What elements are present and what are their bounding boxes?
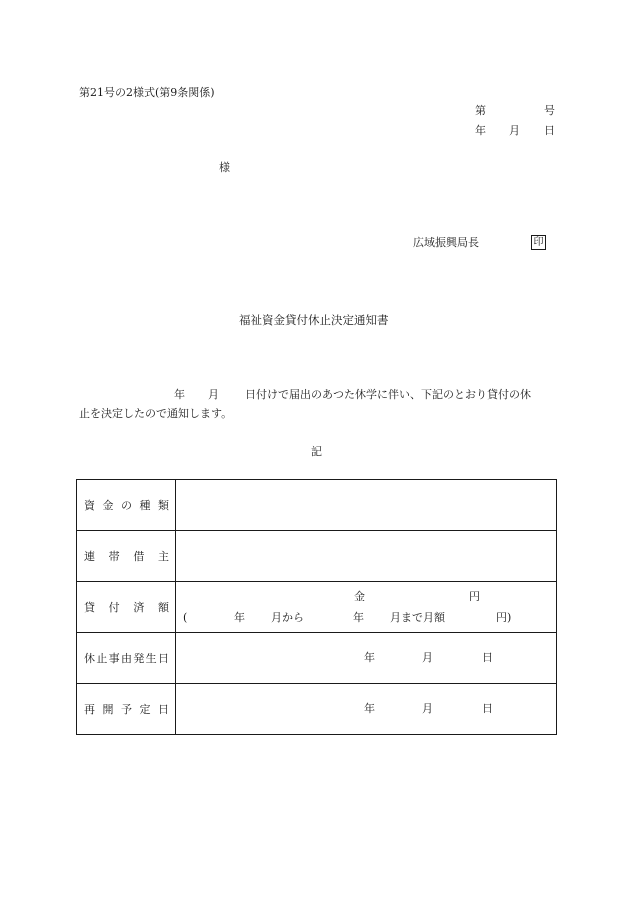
label-cell: [77, 582, 176, 633]
number-go: 号: [544, 104, 555, 117]
resume-year: 年: [364, 702, 375, 715]
table-row: [77, 582, 557, 633]
label-joint-borrower: 連 帯 借 主: [84, 550, 169, 563]
document-title: 福祉資金貸付休止決定通知書: [239, 313, 389, 327]
label-suspension-date: 休 止 事 由 発 生 日: [84, 652, 169, 665]
resume-day: 日: [482, 702, 493, 715]
table-row: [77, 480, 557, 531]
body-year: 年: [174, 388, 185, 401]
amount-year-from: 年: [234, 611, 245, 624]
table-row: [77, 633, 557, 684]
amount-en: 円: [469, 590, 480, 603]
susp-year: 年: [364, 651, 375, 664]
body-text-1: 日付けで届出のあつた休学に伴い、下記のとおり貸付の休: [245, 388, 531, 401]
date-month: 月: [509, 124, 520, 137]
number-dai: 第: [475, 104, 486, 117]
joint-borrower-value: [176, 531, 557, 582]
table-row: [77, 531, 557, 582]
amount-year-to: 年: [353, 611, 364, 624]
loaned-amount-value: [176, 582, 557, 633]
amount-en-close: 円): [496, 611, 512, 624]
issuer: 広域振興局長: [413, 236, 479, 249]
label-resume-date: 再 開 予 定 日: [84, 703, 169, 716]
date-year: 年: [475, 124, 486, 137]
body-month: 月: [208, 388, 219, 401]
label-loaned-amount: 貸 付 済 額: [84, 601, 169, 614]
label-cell: [77, 531, 176, 582]
label-cell: [77, 633, 176, 684]
label-fund-type: 資 金 の 種 類: [84, 499, 169, 512]
table-row: [77, 684, 557, 735]
suspension-date-value: [176, 633, 557, 684]
details-table: [76, 479, 557, 735]
susp-month: 月: [422, 651, 433, 664]
susp-day: 日: [482, 651, 493, 664]
addressee-suffix: 様: [219, 161, 230, 174]
label-cell: [77, 684, 176, 735]
label-cell: [77, 480, 176, 531]
amount-kin: 金: [354, 590, 365, 603]
resume-date-value: [176, 684, 557, 735]
fund-type-value: [176, 480, 557, 531]
form-id: 第21号の2様式(第9条関係): [79, 86, 215, 99]
body-text-2: 止を決定したので通知します。: [79, 407, 233, 420]
amount-month-from: 月から: [271, 611, 304, 624]
date-day: 日: [544, 124, 555, 137]
amount-paren-open: (: [183, 611, 188, 624]
amount-month-to: 月まで月額: [390, 611, 445, 624]
seal-mark: 印: [531, 235, 546, 250]
ki-label: 記: [311, 445, 322, 458]
resume-month: 月: [422, 702, 433, 715]
